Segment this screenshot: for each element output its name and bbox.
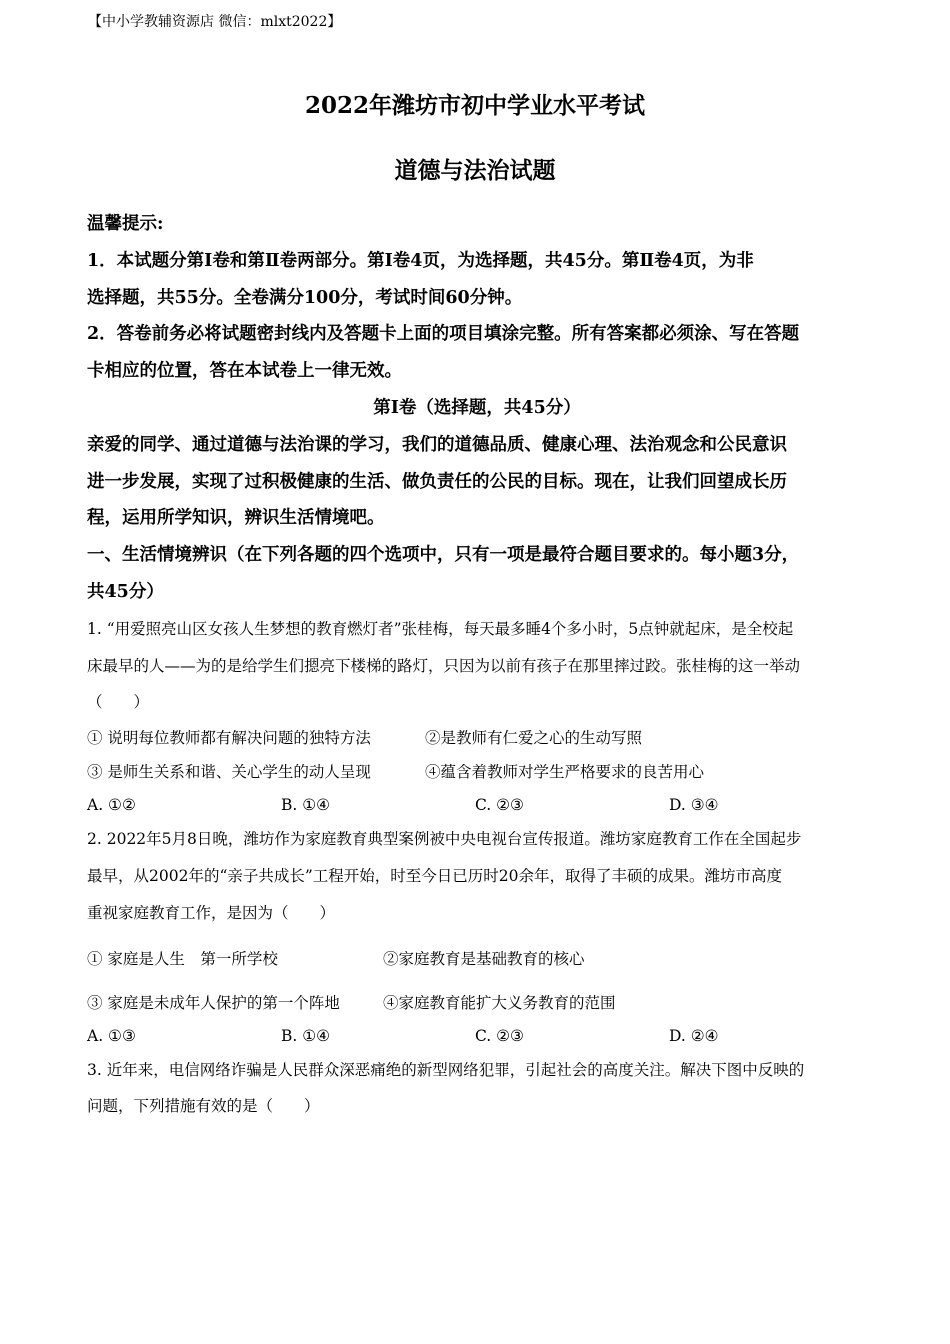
statement: ① 说明每位教师都有解决问题的独特方法 xyxy=(87,729,371,748)
exam-subtitle: 道德与法治试题 xyxy=(394,157,556,184)
option-b: B. ①④ xyxy=(281,1026,331,1045)
question-stem: （ ） xyxy=(87,693,150,712)
exam-content xyxy=(87,206,867,1125)
statement-row xyxy=(87,721,867,755)
question-1 xyxy=(87,611,867,821)
question-stem: 最早，从2002年的“亲子共成长”工程开始，时至今日已历时20余年，取得了丰硕的成果。潍坊市高度 xyxy=(87,866,783,885)
question-3 xyxy=(87,1052,867,1126)
statement: ③ 是师生关系和谐、关心学生的动人呈现 xyxy=(87,763,371,782)
tips-line: 2．答卷前务必将试题密封线内及答题卡上面的项目填涂完整。所有答案都必须涂、写在答题 xyxy=(87,324,800,345)
question-stem: 重视家庭教育工作，是因为（ ） xyxy=(87,903,336,922)
part-heading: 一、生活情境辨识（在下列各题的四个选项中，只有一项是最符合题目要求的。每小题3分， xyxy=(87,545,800,566)
option-c: C. ②③ xyxy=(475,1026,524,1045)
question-stem: 1. “用爱照亮山区女孩人生梦想的教育燃灯者”张桂梅，每天最多睡4个多小时，5点钟就起床，是全校起 xyxy=(87,619,794,638)
option-a: A. ①③ xyxy=(87,1026,136,1045)
answer-options xyxy=(87,789,867,821)
option-d: D. ②④ xyxy=(669,1026,719,1045)
statement: ④蕴含着教师对学生严格要求的良苦用心 xyxy=(425,763,705,782)
question-stem: 床最早的人——为的是给学生们摁亮下楼梯的路灯，只因为以前有孩子在那里摔过跤。张桂梅的这一举动 xyxy=(87,656,801,675)
statement-row xyxy=(87,755,867,789)
tips-line: 1．本试题分第Ⅰ卷和第Ⅱ卷两部分。第Ⅰ卷4页，为选择题，共45分。第Ⅱ卷4页，为非 xyxy=(87,250,754,271)
statement: ① 家庭是人生 第一所学校 xyxy=(87,949,278,968)
tips-heading: 温馨提示: xyxy=(87,214,164,234)
section-heading: 第Ⅰ卷（选择题，共45分） xyxy=(373,397,581,418)
statement-row xyxy=(87,942,867,976)
section-intro: 亲爱的同学、通过道德与法治课的学习，我们的道德品质、健康心理、法治观念和公民意识 xyxy=(87,434,787,455)
question-stem: 2. 2022年5月8日晚，潍坊作为家庭教育典型案例被中央电视台宣传报道。潍坊家庭教育工作在全国起步 xyxy=(87,830,802,849)
exam-title: 2022年潍坊市初中学业水平考试 xyxy=(304,92,645,119)
option-c: C. ②③ xyxy=(475,796,524,815)
option-d: D. ③④ xyxy=(669,796,719,815)
part-heading: 共45分） xyxy=(87,581,164,602)
header-note: 【中小学教辅资源店 微信：mlxt2022】 xyxy=(88,14,342,30)
option-b: B. ①④ xyxy=(281,796,331,815)
statement: ③ 家庭是未成年人保护的第一个阵地 xyxy=(87,993,340,1012)
question-2 xyxy=(87,821,867,1051)
section-intro: 程，运用所学知识，辨识生活情境吧。 xyxy=(87,508,385,529)
statement: ④家庭教育能扩大义务教育的范围 xyxy=(383,993,616,1012)
tips-line: 卡相应的位置，答在本试卷上一律无效。 xyxy=(87,361,402,382)
section-intro: 进一步发展，实现了过积极健康的生活、做负责任的公民的目标。现在，让我们回望成长历 xyxy=(87,471,787,492)
question-stem: 3. 近年来，电信网络诈骗是人民群众深恶痛绝的新型网络犯罪，引起社会的高度关注。解决下图中反映的 xyxy=(87,1060,805,1079)
question-stem: 问题，下列措施有效的是（ ） xyxy=(87,1097,320,1116)
answer-options xyxy=(87,1020,867,1052)
statement: ②家庭教育是基础教育的核心 xyxy=(383,949,585,968)
option-a: A. ①② xyxy=(87,796,136,815)
statement: ②是教师有仁爱之心的生动写照 xyxy=(425,729,643,748)
tips-line: 选择题，共55分。全卷满分100分，考试时间60分钟。 xyxy=(87,287,523,308)
statement-row xyxy=(87,986,867,1020)
